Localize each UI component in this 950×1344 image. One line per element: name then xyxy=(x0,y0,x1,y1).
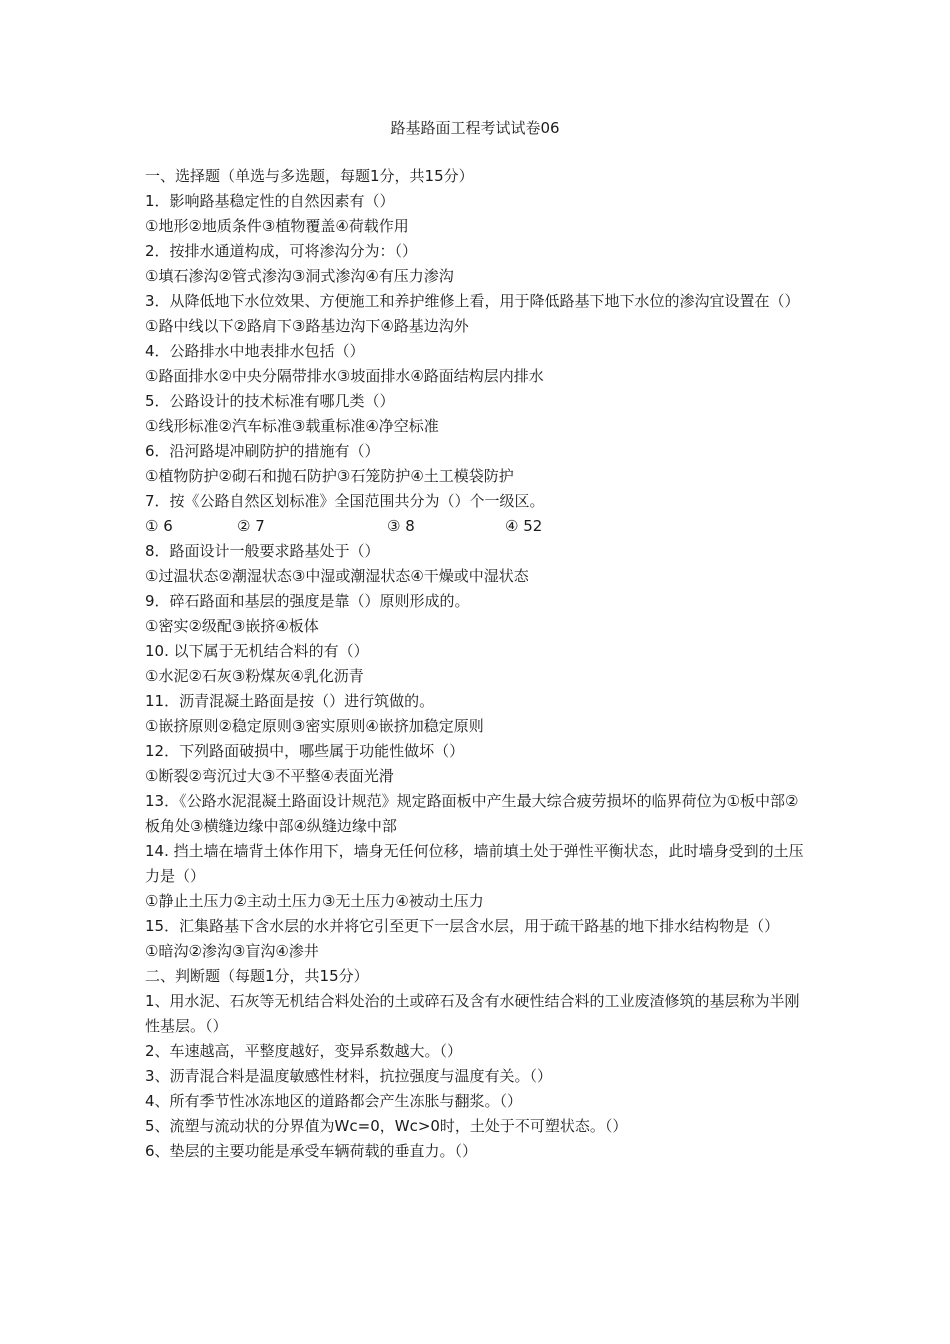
answer-options: ①填石渗沟②管式渗沟③洞式渗沟④有压力渗沟 xyxy=(145,267,454,285)
option-1: ① 6 xyxy=(145,517,173,535)
option-4: ④ 52 xyxy=(505,517,543,535)
judgement-item: 6、垫层的主要功能是承受车辆荷载的垂直力。（） xyxy=(145,1142,478,1160)
question-text: 13．《公路水泥混凝土路面设计规范》规定路面板中产生最大综合疲劳损坏的临界荷位为①板中部②板角处③横缝边缘中部④纵缝边缘中部 xyxy=(145,792,799,835)
answer-options: ①线形标准②汽车标准③载重标准④净空标准 xyxy=(145,417,439,435)
question-text: 3．从降低地下水位效果、方便施工和养护维修上看，用于降低路基下地下水位的渗沟宜设置在（） xyxy=(145,292,800,310)
answer-options xyxy=(145,514,810,539)
question-text: 15．汇集路基下含水层的水并将它引至更下一层含水层，用于疏干路基的地下排水结构物是（） xyxy=(145,917,780,935)
question-text: 11．沥青混凝土路面是按（）进行筑做的。 xyxy=(145,692,435,710)
question-text: 12．下列路面破损中，哪些属于功能性做坏（） xyxy=(145,742,465,760)
section-heading: 二、判断题（每题1分，共15分） xyxy=(145,967,369,985)
judgement-item: 3、沥青混合料是温度敏感性材料，抗拉强度与温度有关。（） xyxy=(145,1067,553,1085)
question-text: 9．碎石路面和基层的强度是靠（）原则形成的。 xyxy=(145,592,470,610)
answer-options: ①嵌挤原则②稳定原则③密实原则④嵌挤加稳定原则 xyxy=(145,717,484,735)
option-3: ③ 8 xyxy=(387,517,415,535)
answer-options: ①过温状态②潮湿状态③中湿或潮湿状态④干燥或中湿状态 xyxy=(145,567,529,585)
question-text: 5．公路设计的技术标准有哪几类（） xyxy=(145,392,395,410)
judgement-item: 5、流塑与流动状的分界值为Wc=0，Wc>0时，土处于不可塑状态。（） xyxy=(145,1117,628,1135)
answer-options: ①断裂②弯沉过大③不平整④表面光滑 xyxy=(145,767,394,785)
question-text: 4．公路排水中地表排水包括（） xyxy=(145,342,365,360)
answer-options: ①地形②地质条件③植物覆盖④荷载作用 xyxy=(145,217,409,235)
answer-options: ①路中线以下②路肩下③路基边沟下④路基边沟外 xyxy=(145,317,469,335)
option-2: ② 7 xyxy=(237,517,265,535)
question-text: 1．影响路基稳定性的自然因素有（） xyxy=(145,192,395,210)
question-text: 6．沿河路堤冲刷防护的措施有（） xyxy=(145,442,380,460)
answer-options: ①密实②级配③嵌挤④板体 xyxy=(145,617,319,635)
question-text: 7．按《公路自然区划标准》全国范围共分为（）个一级区。 xyxy=(145,492,545,510)
judgement-item: 2、车速越高，平整度越好，变异系数越大。（） xyxy=(145,1042,463,1060)
exam-content xyxy=(145,164,810,1164)
question-text: 10. 以下属于无机结合料的有（） xyxy=(145,642,369,660)
question-text: 14. 挡土墙在墙背土体作用下，墙身无任何位移，墙前填土处于弹性平衡状态，此时墙身受到的土压力是（） xyxy=(145,842,804,885)
section-heading: 一、选择题（单选与多选题，每题1分，共15分） xyxy=(145,167,474,185)
answer-options: ①静止土压力②主动土压力③无土压力④被动土压力 xyxy=(145,892,484,910)
answer-options: ①水泥②石灰③粉煤灰④乳化沥青 xyxy=(145,667,364,685)
question-text: 8．路面设计一般要求路基处于（） xyxy=(145,542,380,560)
answer-options: ①路面排水②中央分隔带排水③坡面排水④路面结构层内排水 xyxy=(145,367,544,385)
answer-options: ①暗沟②渗沟③盲沟④渗井 xyxy=(145,942,319,960)
judgement-item: 1、用水泥、石灰等无机结合料处治的土或碎石及含有水硬性结合料的工业废渣修筑的基层称为半刚性基层。（） xyxy=(145,992,800,1035)
answer-options: ①植物防护②砌石和抛石防护③石笼防护④土工模袋防护 xyxy=(145,467,514,485)
question-text: 2．按排水通道构成，可将渗沟分为：（） xyxy=(145,242,418,260)
judgement-item: 4、所有季节性冰冻地区的道路都会产生冻胀与翻浆。（） xyxy=(145,1092,523,1110)
page-title: 路基路面工程考试试卷06 xyxy=(390,119,560,137)
